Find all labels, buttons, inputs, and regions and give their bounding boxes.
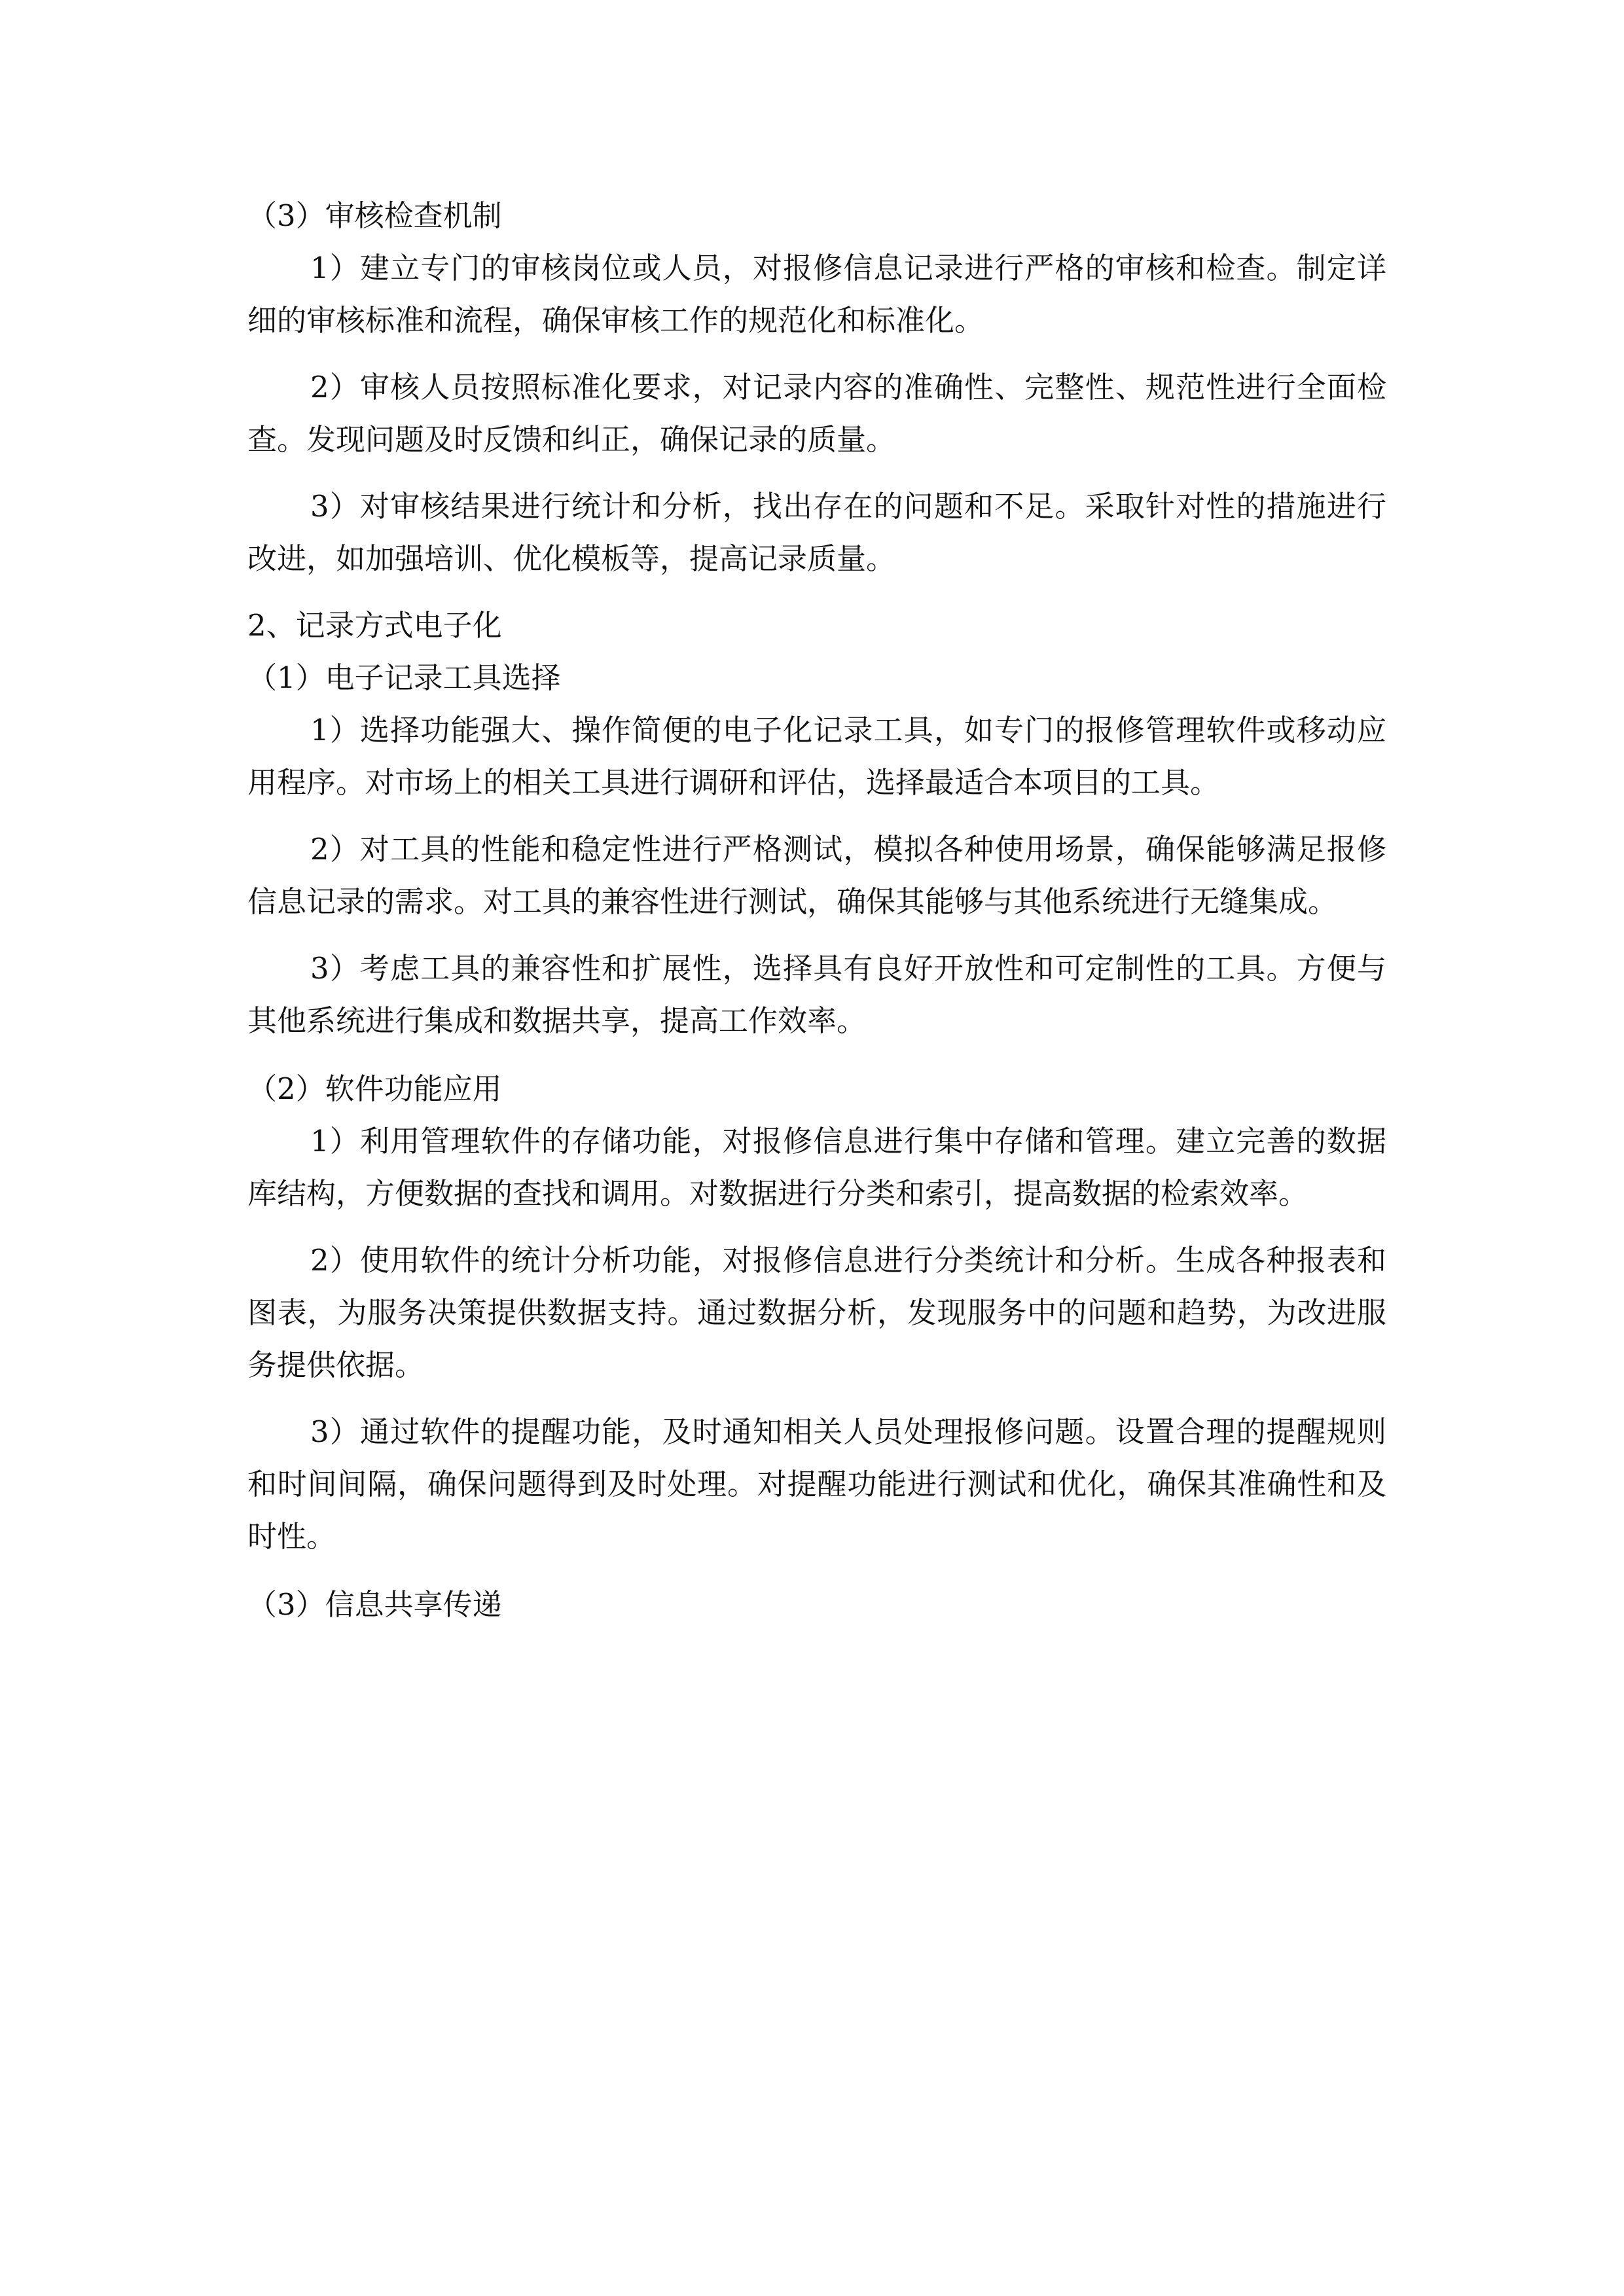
paragraph: 3）考虑工具的兼容性和扩展性，选择具有良好开放性和可定制性的工具。方便与其他系统进行集成和数据共享，提高工作效率。 [247, 951, 1386, 1038]
subsection-heading-software-functions: （2）软件功能应用 [247, 1071, 502, 1106]
paragraph: 2）对工具的性能和稳定性进行严格测试，模拟各种使用场景，确保能够满足报修信息记录的需求。对工具的兼容性进行测试，确保其能够与其他系统进行无缝集成。 [247, 832, 1386, 919]
document-body [247, 190, 1386, 1631]
section-heading-review-mechanism: （3）审核检查机制 [247, 198, 502, 233]
paragraph: 2）审核人员按照标准化要求，对记录内容的准确性、完整性、规范性进行全面检查。发现问题及时反馈和纠正，确保记录的质量。 [247, 370, 1386, 457]
paragraph: 2）使用软件的统计分析功能，对报修信息进行分类统计和分析。生成各种报表和图表，为服务决策提供数据支持。通过数据分析，发现服务中的问题和趋势，为改进服务提供依据。 [247, 1243, 1386, 1382]
subsection-heading-info-sharing: （3）信息共享传递 [247, 1587, 502, 1622]
section-heading-electronic-records: 2、记录方式电子化 [247, 608, 502, 643]
subsection-heading-tool-selection: （1）电子记录工具选择 [247, 660, 561, 695]
paragraph: 3）对审核结果进行统计和分析，找出存在的问题和不足。采取针对性的措施进行改进，如加强培训、优化模板等，提高记录质量。 [247, 489, 1386, 576]
paragraph: 1）利用管理软件的存储功能，对报修信息进行集中存储和管理。建立完善的数据库结构，方便数据的查找和调用。对数据进行分类和索引，提高数据的检索效率。 [247, 1124, 1386, 1211]
paragraph: 1）选择功能强大、操作简便的电子化记录工具，如专门的报修管理软件或移动应用程序。对市场上的相关工具进行调研和评估，选择最适合本项目的工具。 [247, 713, 1386, 800]
paragraph: 1）建立专门的审核岗位或人员，对报修信息记录进行严格的审核和检查。制定详细的审核标准和流程，确保审核工作的规范化和标准化。 [247, 251, 1386, 338]
paragraph: 3）通过软件的提醒功能，及时通知相关人员处理报修问题。设置合理的提醒规则和时间间隔，确保问题得到及时处理。对提醒功能进行测试和优化，确保其准确性和及时性。 [247, 1414, 1386, 1554]
